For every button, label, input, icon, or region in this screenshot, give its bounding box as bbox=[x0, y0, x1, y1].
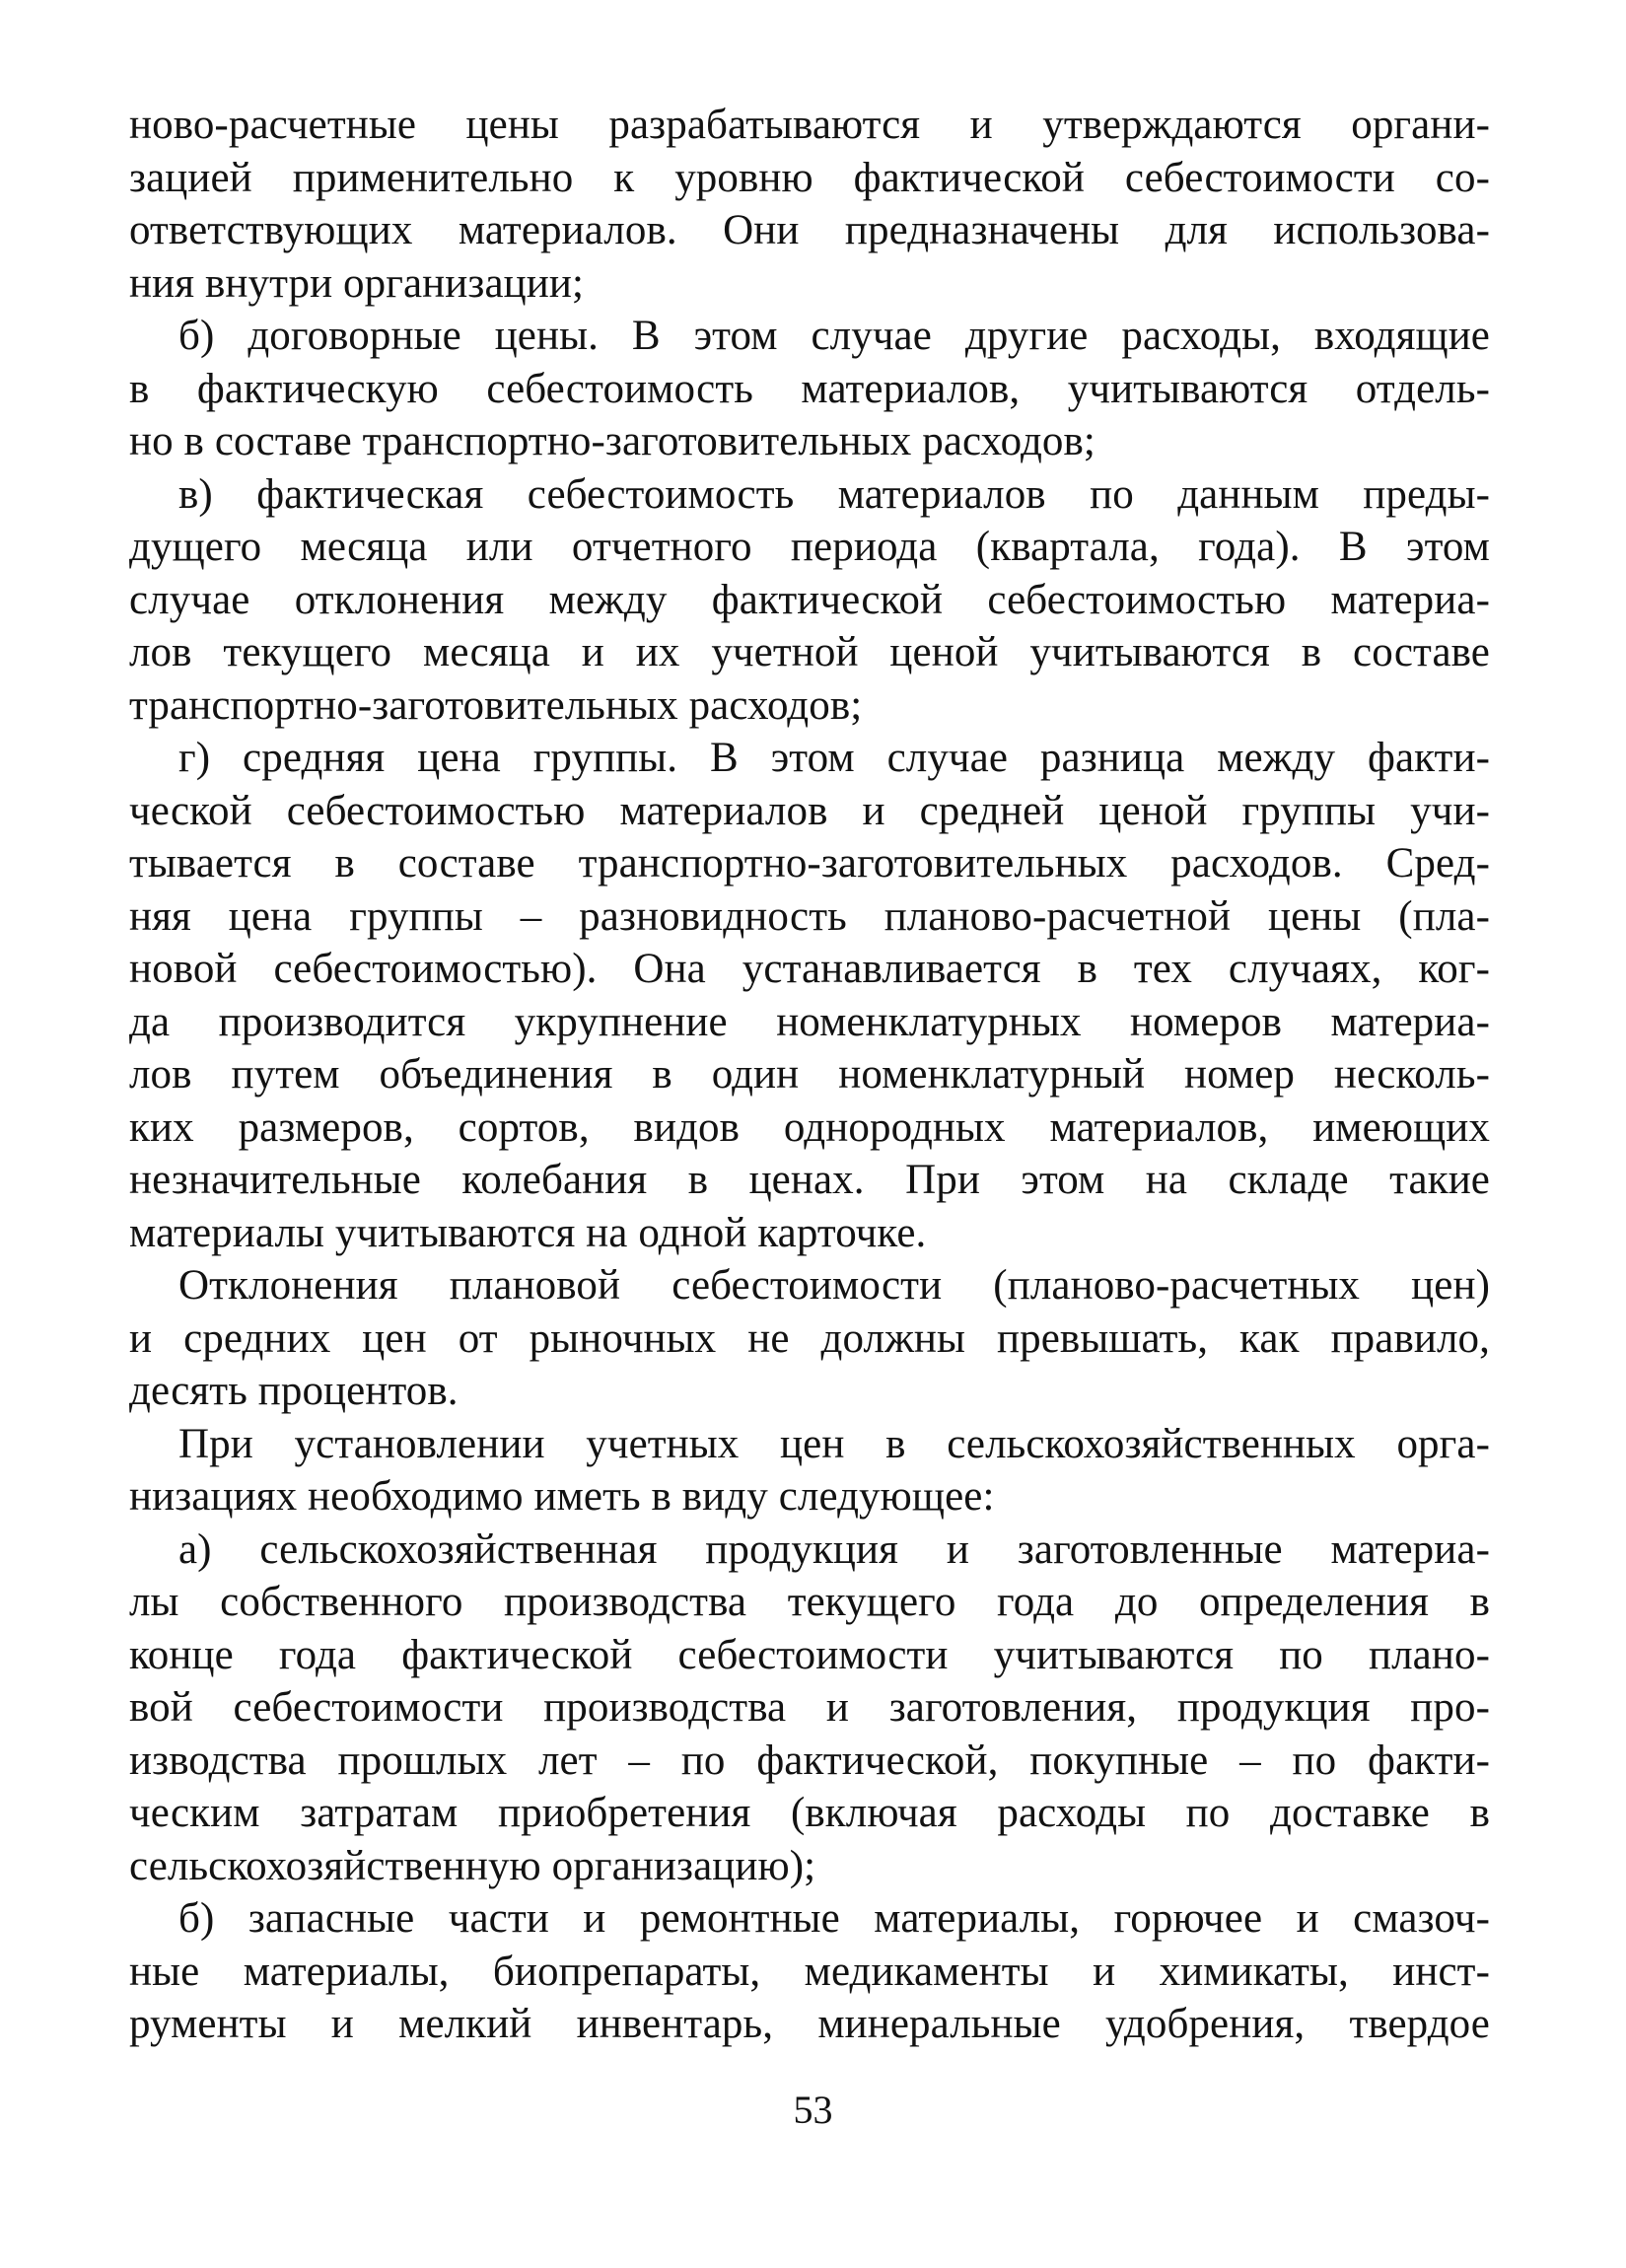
text-line: незначительные колебания в ценах. При этом на складе такие bbox=[129, 1157, 1490, 1203]
text-line: г) средняя цена группы. В этом случае разница между факти- bbox=[178, 735, 1490, 781]
text-line: лов путем объединения в один номенклатурный номер несколь- bbox=[129, 1051, 1490, 1098]
text-line: материалы учитываются на одной карточке. bbox=[129, 1209, 927, 1256]
text-line: ческим затратам приобретения (включая расходы по доставке в bbox=[129, 1790, 1490, 1836]
text-line: в) фактическая себестоимость материалов по данным преды- bbox=[178, 470, 1490, 518]
text-line: рументы и мелкий инвентарь, минеральные удобрения, твердое bbox=[129, 2001, 1490, 2047]
text-line: тывается в составе транспортно-заготовительных расходов. Сред- bbox=[129, 840, 1490, 886]
text-line: б) договорные цены. В этом случае другие расходы, входящие bbox=[178, 313, 1490, 359]
text-line: десять процентов. bbox=[129, 1368, 459, 1414]
text-line: новой себестоимостью). Она устанавливается в тех случаях, ког- bbox=[129, 946, 1490, 992]
text-line: лы собственного производства текущего года до определения в bbox=[129, 1579, 1490, 1625]
text-line: б) запасные части и ремонтные материалы, горючее и смазоч- bbox=[178, 1895, 1490, 1942]
text-line: При установлении учетных цен в сельскохозяйственных орга- bbox=[178, 1420, 1490, 1467]
text-line: а) сельскохозяйственная продукция и заготовленные материа- bbox=[178, 1525, 1490, 1573]
text-line: ких размеров, сортов, видов однородных материалов, имеющих bbox=[129, 1103, 1490, 1151]
text-line: конце года фактической себестоимости учитываются по плано- bbox=[129, 1631, 1490, 1678]
text-line: в фактическую себестоимость материалов, учитываются отдель- bbox=[129, 365, 1490, 412]
text-line: дущего месяца или отчетного периода (квартала, года). В этом bbox=[129, 524, 1490, 570]
text-line: да производится укрупнение номенклатурных номеров материа- bbox=[129, 998, 1490, 1045]
text-line: ные материалы, биопрепараты, медикаменты и химикаты, инст- bbox=[129, 1948, 1490, 1995]
text-line: ния внутри организации; bbox=[129, 259, 585, 307]
text-line: случае отклонения между фактической себестоимостью материа- bbox=[129, 576, 1490, 623]
text-line: зацией применительно к уровню фактической себестоимости со- bbox=[129, 154, 1490, 201]
text-line: няя цена группы – разновидность планово-расчетной цены (пла- bbox=[129, 892, 1490, 940]
text-line: лов текущего месяца и их учетной ценой учитываются в составе bbox=[129, 629, 1490, 675]
text-line: ответствующих материалов. Они предназначены для использова- bbox=[129, 207, 1490, 253]
text-line: низациях необходимо иметь в виду следующее: bbox=[129, 1473, 995, 1520]
text-line: ново-расчетные цены разрабатываются и утверждаются органи- bbox=[129, 102, 1490, 148]
text-line: но в составе транспортно-заготовительных расходов; bbox=[129, 418, 1096, 464]
page-number: 53 bbox=[793, 2088, 833, 2132]
text-line: вой себестоимости производства и заготовления, продукция про- bbox=[129, 1684, 1490, 1731]
text-line: транспортно-заготовительных расходов; bbox=[129, 681, 863, 729]
text-line: сельскохозяйственную организацию); bbox=[129, 1842, 816, 1889]
text-line: и средних цен от рыночных не должны превышать, как правило, bbox=[129, 1314, 1490, 1362]
text-line: ческой себестоимостью материалов и средней ценой группы учи- bbox=[129, 787, 1490, 834]
body-text bbox=[129, 99, 1490, 2051]
text-line: Отклонения плановой себестоимости (планово-расчетных цен) bbox=[178, 1262, 1490, 1309]
text-line: изводства прошлых лет – по фактической, покупные – по факти- bbox=[129, 1736, 1490, 1784]
